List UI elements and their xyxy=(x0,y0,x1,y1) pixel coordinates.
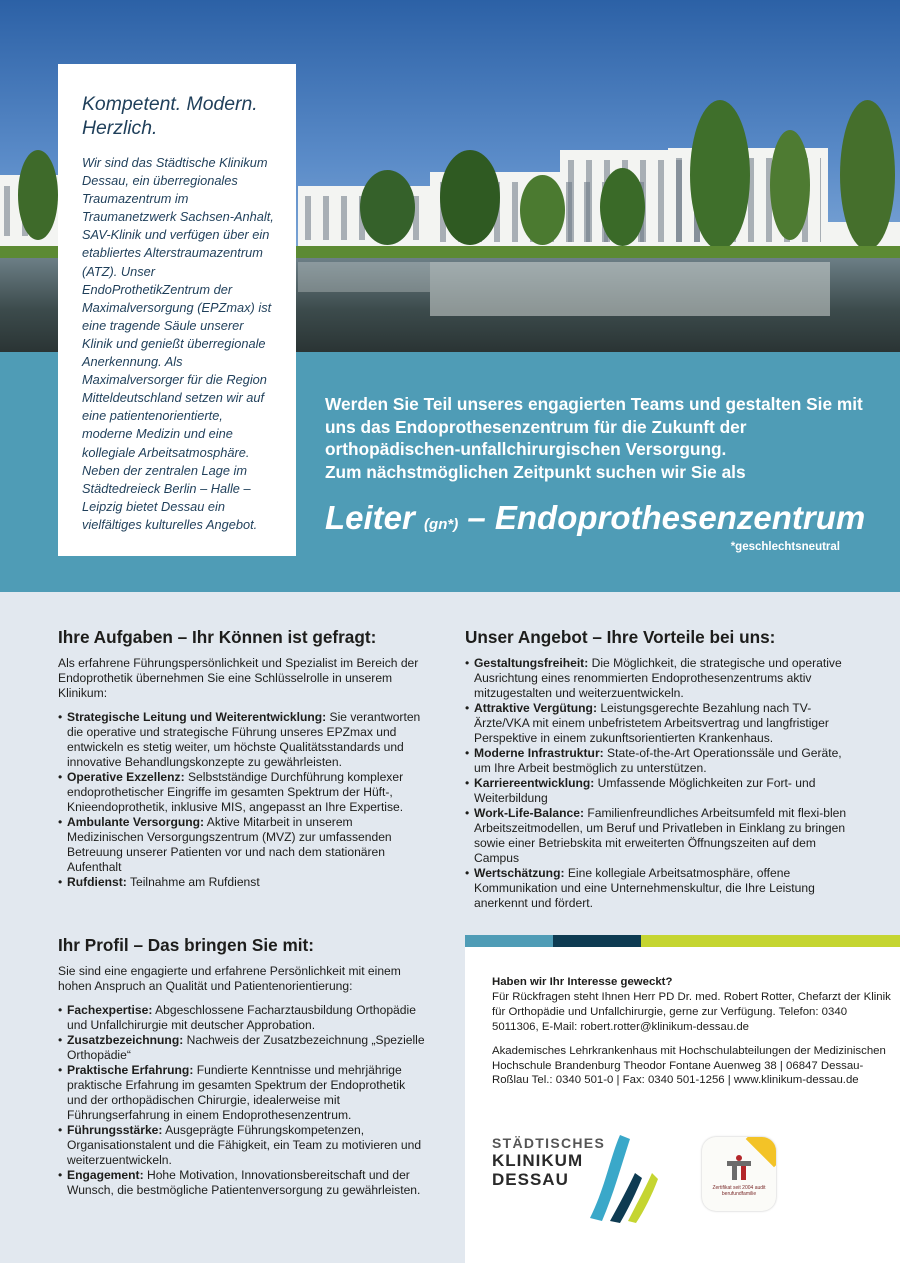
item-label: Rufdienst: xyxy=(67,875,127,889)
offer-list xyxy=(465,656,860,911)
list-item xyxy=(465,746,860,776)
item-text: Leistungsgerechte Bezahlung nach TV-Ärzte/VKA mit einem unbefristetem Arbeitsvertrag und langfristiger Perspektive in einem zukunftsorientierten Krankenhaus. xyxy=(474,701,829,745)
job-title-part1: Leiter xyxy=(325,499,425,536)
card-text: Wir sind das Städtische Klinikum Dessau, ein überregionales Traumazentrum im Traumanetzwerk Sachsen-Anhalt, SAV-Klinik und verfügen über ein etabliertes Alterstraumazentrum (ATZ). Unser EndoProthetikZentrum der Maximalversorgung (EPZmax) ist eine tragende Säule unserer Klinik und genießt überregionale Anerkennung. Als Maximalversorger für die Region Mitteldeutschland setzen wir auf eine patientenorientierte, moderne Medizin und eine kollegiale Arbeitsatmosphäre. Neben der zentralen Lage im Städtedreieck Berlin – Halle – Leipzig bietet Dessau ein vielfältiges kulturelles Angebot. xyxy=(82,155,274,532)
tasks-intro: Als erfahrene Führungspersönlichkeit und Spezialist im Bereich der Endoprothetik übernehmen Sie eine Schlüsselrolle in unserem Klinikum: xyxy=(58,656,419,700)
stripe-navy xyxy=(553,935,641,947)
profile-intro: Sie sind eine engagierte und erfahrene Persönlichkeit mit einem hohen Anspruch an Qualität und Patientenorientierung: xyxy=(58,964,401,993)
item-label: Karriereentwicklung: xyxy=(474,776,595,790)
item-text: State-of-the-Art Operationssäle und Geräte, um Ihre Arbeit bestmöglich zu unterstützen. xyxy=(474,746,842,775)
profile-heading: Ihr Profil – Das bringen Sie mit: xyxy=(58,935,314,955)
item-label: Fachexpertise: xyxy=(67,1003,153,1017)
list-item xyxy=(465,776,860,806)
offer-section xyxy=(465,627,860,911)
list-item xyxy=(58,1063,428,1123)
intro-line-1: Werden Sie Teil unseres engagierten Teams und gestalten Sie mit uns das Endoprothesenzentrum für die Zukunft der orthopädischen-unfallchirurgischen Versorgung. xyxy=(325,394,863,459)
item-label: Ambulante Versorgung: xyxy=(67,815,205,829)
job-title-part2: – Endoprothesenzentrum xyxy=(458,499,866,536)
item-text: Ausgeprägte Führungskompetenzen, Organisationstalent und die Fähigkeit, ein Team zu motivieren und weiterzuentwickeln. xyxy=(67,1123,422,1167)
item-text: Die Möglichkeit, die strategische und operative Ausrichtung eines renommierten Endoprothesenzentrums aktiv mitzugestalten und weiterzuentwickeln. xyxy=(474,656,842,700)
list-item xyxy=(58,710,428,770)
contact-lead: Haben wir Ihr Interesse geweckt? xyxy=(492,976,673,988)
item-text: Fundierte Kenntnisse und mehrjährige praktische Erfahrung im gesamten Spektrum der Endoprothetik und der orthopädischen Chirurgie, idealerweise mit Führungserfahrung in einem Endoprothesenzentrum. xyxy=(67,1063,406,1122)
item-text: Abgeschlossene Facharztausbildung Orthopädie und Unfallchirurgie mit deutscher Approbation. xyxy=(67,1003,416,1032)
list-item xyxy=(58,815,428,875)
list-item xyxy=(58,1033,428,1063)
item-text: Familienfreundliches Arbeitsumfeld mit flexi-blen Arbeitszeitmodellen, um Beruf und Privatleben in Einklang zu bringen sowie einer Betriebskita mit erweiterten Öffnungszeiten auf dem Campus xyxy=(474,806,847,865)
item-label: Gestaltungsfreiheit: xyxy=(474,656,589,670)
gender-note: *geschlechtsneutral xyxy=(730,541,840,553)
item-label: Engagement: xyxy=(67,1168,144,1182)
logo-line-3-text: DESSAU xyxy=(492,1170,569,1189)
list-item xyxy=(58,1003,428,1033)
job-title-gn: (gn*) xyxy=(424,516,459,533)
stripe-lime xyxy=(641,935,900,947)
item-text: Sie verantworten die operative und strategische Führung unseres EPZmax und entwickeln es stetig weiter, um höchste Qualitätsstandards und innovative Behandlungskonzepte zu gewährleisten. xyxy=(67,710,421,769)
item-label: Praktische Erfahrung: xyxy=(67,1063,194,1077)
tasks-section xyxy=(58,627,428,890)
profile-section xyxy=(58,935,428,1198)
tasks-list xyxy=(58,710,428,890)
stripe-teal xyxy=(465,935,553,947)
list-item xyxy=(465,701,860,746)
contact-org: Akademisches Lehrkrankenhaus mit Hochschulabteilungen der Medizinischen Hochschule Brandenburg Theodor Fontane Auenweg 38 | 06847 Dessau-Roßlau Tel.: 0340 501-0 | Fax: 0340 501-1256 | www.klinikum-dessau.de xyxy=(492,1044,886,1087)
item-label: Strategische Leitung und Weiterentwicklung: xyxy=(67,710,327,724)
item-label: Attraktive Vergütung: xyxy=(474,701,597,715)
item-label: Work-Life-Balance: xyxy=(474,806,584,820)
offer-heading: Unser Angebot – Ihre Vorteile bei uns: xyxy=(465,627,776,647)
item-text: Hohe Motivation, Innovationsbereitschaft und der Wunsch, die bestmögliche Patientenversorgung zu gewährleisten. xyxy=(67,1168,421,1197)
list-item xyxy=(58,1123,428,1168)
item-text: Aktive Mitarbeit in unserem Medizinischen Versorgungszentrum (MVZ) zur umfassenden Betreuung unserer Patienten vor und nach dem stationären Aufenthalt xyxy=(67,815,392,874)
klinikum-logo xyxy=(492,1133,662,1223)
intro-line-2: Zum nächstmöglichen Zeitpunkt suchen wir Sie als xyxy=(325,461,746,482)
item-text: Umfassende Möglichkeiten zur Fort- und Weiterbildung xyxy=(474,776,816,805)
item-text: Selbstständige Durchführung komplexer endoprothetischer Eingriffe im gesamten Spektrum der Hüft-, Knieendoprothetik, inklusive MIS, angepasst an Ihre Expertise. xyxy=(67,770,404,814)
contact-body: Für Rückfragen steht Ihnen Herr PD Dr. med. Robert Rotter, Chefarzt der Klinik für Orthopädie und Unfallchirurgie, gerne zur Verfügung. Telefon: 0340 5011306, E-Mail: robert.rotter@klinikum-dessau.de xyxy=(492,990,891,1033)
seal-text: Zertifikat seit 2004 audit berufundfamilie xyxy=(712,1185,766,1197)
job-title xyxy=(325,498,865,545)
intro-card xyxy=(58,64,296,556)
logo-line-2 xyxy=(492,1151,583,1189)
tasks-heading: Ihre Aufgaben – Ihr Können ist gefragt: xyxy=(58,627,377,647)
item-label: Zusatzbezeichnung: xyxy=(67,1033,184,1047)
item-label: Moderne Infrastruktur: xyxy=(474,746,604,760)
card-heading: Kompetent. Modern. Herzlich. xyxy=(82,93,258,139)
profile-list xyxy=(58,1003,428,1198)
family-audit-icon xyxy=(724,1155,754,1181)
list-item xyxy=(465,806,860,866)
intro-text xyxy=(325,393,870,483)
item-label: Wertschätzung: xyxy=(474,866,565,880)
item-text: Nachweis der Zusatzbezeichnung „Spezielle Orthopädie“ xyxy=(67,1033,425,1062)
list-item xyxy=(58,1168,428,1198)
list-item xyxy=(58,770,428,815)
color-stripes xyxy=(465,935,900,947)
contact-box xyxy=(465,947,900,1263)
list-item xyxy=(465,656,860,701)
logo-wave-icon xyxy=(580,1133,660,1223)
item-text: Teilnahme am Rufdienst xyxy=(126,875,260,889)
item-label: Führungsstärke: xyxy=(67,1123,163,1137)
list-item xyxy=(465,866,860,911)
list-item xyxy=(58,875,428,890)
item-label: Operative Exzellenz: xyxy=(67,770,185,784)
item-text: Eine kollegiale Arbeitsatmosphäre, offene Kommunikation und eine Unternehmenskultur, die Ihre Leistung anerkennt und fördert. xyxy=(474,866,815,910)
logo-line-1: STÄDTISCHES xyxy=(492,1135,606,1151)
audit-seal xyxy=(702,1137,776,1211)
logo-line-2-text: KLINIKUM xyxy=(492,1151,584,1170)
